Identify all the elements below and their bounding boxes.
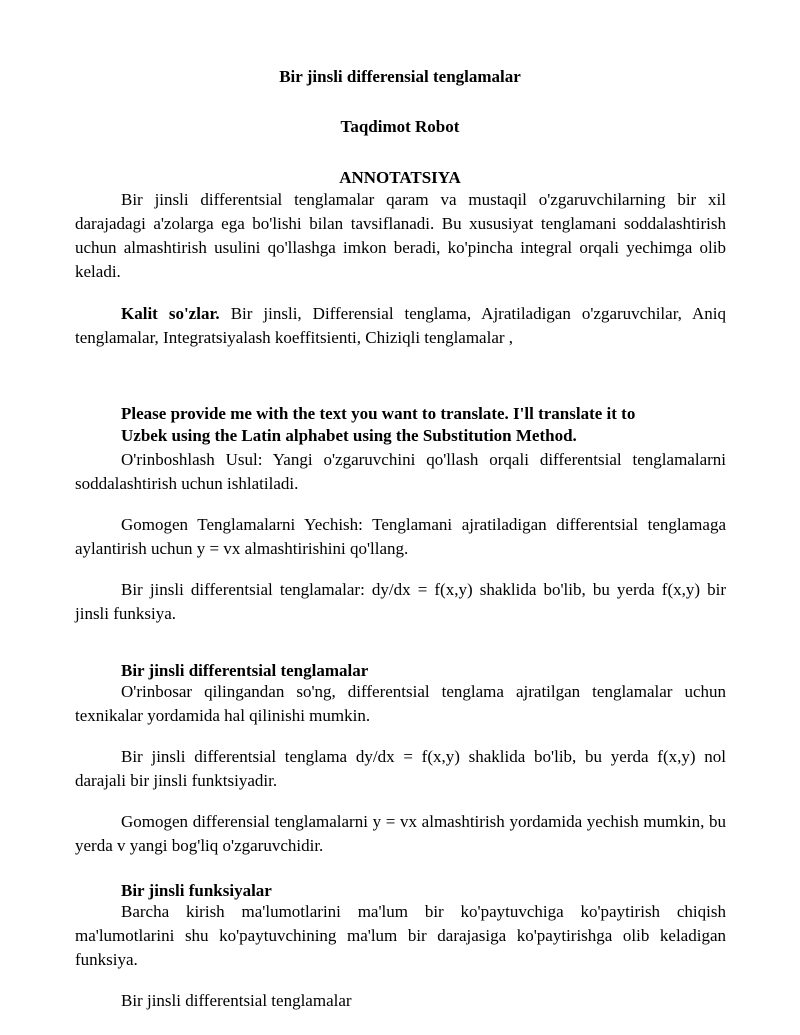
keywords-text: Bir jinsli, Differensial tenglama, Ajratiladigan o'zgaruvchilar, Aniq tenglamalar, Integratsiyalash koeffitsienti, Chiziqli tenglamalar , (75, 304, 726, 347)
section-heading-line: Uzbek using the Latin alphabet using the Substitution Method. (121, 426, 577, 445)
paragraph-trailing: Bir jinsli differentsial tenglamalar (121, 991, 352, 1010)
paragraph-substitution-method: O'rinboshlash Usul: Yangi o'zgaruvchini qo'llash orqali differentsial tenglamalarni soddalashtirish uchun ishlatiladi. (75, 450, 726, 493)
document-title: Bir jinsli differensial tenglamalar (279, 67, 521, 86)
annotation-heading: ANNOTATSIYA (339, 168, 461, 187)
paragraph-function-definition: Barcha kirish ma'lumotlarini ma'lum bir ko'paytuvchiga ko'paytirish chiqish ma'lumotlarini shu ko'paytuvchining ma'lum bir darajasiga ko'paytirishga olib keladigan funksiya. (75, 902, 726, 969)
annotation-paragraph: Bir jinsli differentsial tenglamalar qaram va mustaqil o'zgaruvchilarning bir xil darajadagi a'zolarga ega bo'lishi bilan tavsiflanadi. Bu xususiyat tenglamani soddalashtirish uchun almashtirish usulini qo'llashga imkon beradi, ko'pincha integral orqali yechimga olib keladi. (75, 190, 726, 281)
paragraph-solving-homogeneous: Gomogen Tenglamalarni Yechish: Tenglamani ajratiladigan differentsial tenglamaga aylantirish uchun y = vx almashtirishini qo'llang. (75, 515, 726, 558)
paragraph-vx-substitution: Gomogen differensial tenglamalarni y = vx almashtirish yordamida yechish mumkin, bu yerda v yangi bog'liq o'zgaruvchidir. (75, 812, 726, 855)
paragraph-zero-degree: Bir jinsli differentsial tenglama dy/dx = f(x,y) shaklida bo'lib, bu yerda f(x,y) nol darajali bir jinsli funktsiyadir. (75, 747, 726, 790)
keywords-paragraph (75, 302, 726, 350)
section-heading-homogeneous-functions: Bir jinsli funksiyalar (121, 881, 272, 900)
keywords-label: Kalit so'zlar. (121, 304, 220, 323)
section-heading-homogeneous-equations: Bir jinsli differentsial tenglamalar (121, 661, 369, 680)
paragraph-after-substitution: O'rinbosar qilingandan so'ng, differentsial tenglama ajratilgan tenglamalar uchun texnikalar yordamida hal qilinishi mumkin. (75, 682, 726, 725)
paragraph-homogeneous-definition: Bir jinsli differentsial tenglamalar: dy/dx = f(x,y) shaklida bo'lib, bu yerda f(x,y) bir jinsli funksiya. (75, 580, 726, 623)
section-heading-line: Please provide me with the text you want to translate. I'll translate it to (121, 404, 636, 423)
section-heading-substitution (121, 403, 761, 447)
document-author: Taqdimot Robot (340, 117, 460, 136)
